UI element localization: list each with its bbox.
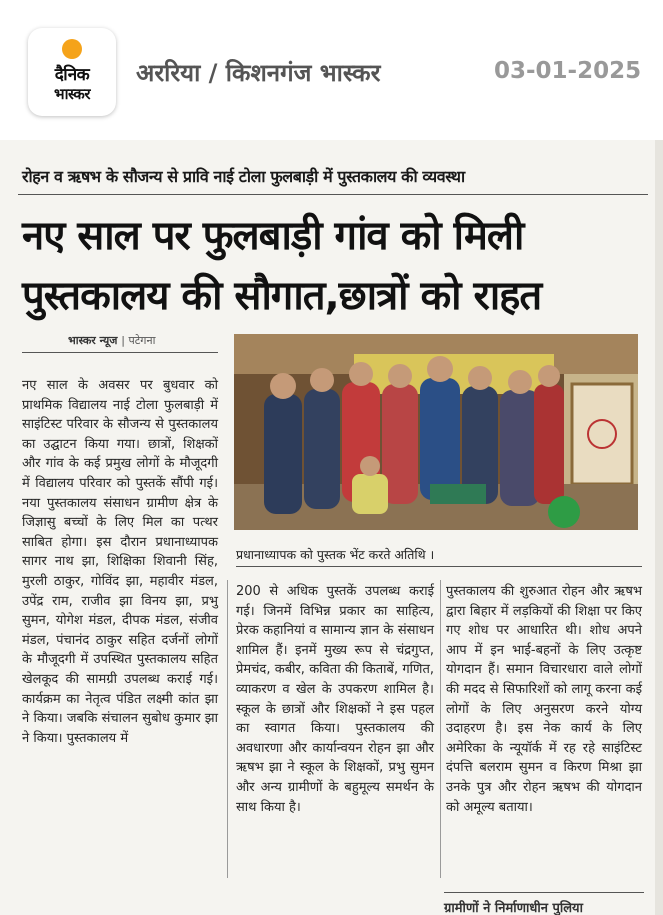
edition-date: 03-01-2025 bbox=[494, 58, 642, 84]
sun-icon bbox=[62, 39, 82, 59]
article-kicker: रोहन व ऋषभ के सौजन्य से प्रावि नाई टोला फुलबाड़ी में पुस्तकालय की व्यवस्था bbox=[22, 167, 465, 186]
headline-line1: नए साल पर फुलबाड़ी गांव को मिली bbox=[22, 213, 524, 259]
dainik-bhaskar-logo[interactable] bbox=[28, 28, 116, 116]
paragraph: नए साल के अवसर पर बुधवार को प्राथमिक विद्यालय नाई टोला फुलबाड़ी में साइंटिस्ट परिवार के सौजन्य से पुस्तकालय का उद्घाटन किया गया। छात्रों, शिक्षकों और गांव के कई प्रमुख लोगों के मौजूदगी में विद्यालय परिवार को पुस्तकें सौंपी गई। नया पुस्तकालय संसाधन ग्रामीण क्षेत्र के जिज्ञासु बच्चों के लिए मिल का पत्थर साबित होगा। इस दौरान प्रधानाध्यापक सागर नाथ झा, शिक्षिका शिवानी सिंह, मुरली ठाकुर, गोविंद झा, महावीर मंडल, उपेंद्र राम, राजीव झा विनय झा, प्रभु सुमन, योगेश मंडल, दीपक मंडल, संजीव मंडल, पंचानंद ठाकुर सहित दर्जनों लोगों के मौजूदगी में उपस्थित पुस्तकालय सहित खेलकूद की सामग्री उपलब्ध कराई गई। कार्यक्रम का नेतृत्व पंडित लक्ष्मी कांत झा ने किया। जबकि संचालन सुबोध कुमार झा ने किया। पुस्तकालय में bbox=[22, 378, 218, 746]
news-clipping bbox=[0, 140, 663, 915]
article-column-1 bbox=[22, 376, 218, 748]
byline-source: भास्कर न्यूज bbox=[68, 334, 118, 347]
article-photo bbox=[234, 334, 638, 530]
edition-title: अररिया / किशनगंज भास्कर bbox=[136, 59, 381, 87]
divider bbox=[18, 194, 648, 195]
logo-text-line1: दैनिक bbox=[54, 65, 90, 85]
photo-caption: प्रधानाध्यापक को पुस्तक भेंट करते अतिथि । bbox=[236, 547, 435, 562]
column-divider bbox=[227, 580, 228, 878]
paragraph: पुस्तकालय की शुरुआत रोहन और ऋषभ द्वारा बिहार में लड़कियों की शिक्षा पर किए गए शोध पर आधारित थी। शोध अपने आप में इन भाई-बहनों के लिए उत्कृष्ट योगदान हैं। समान विचारधारा वाले लोगों की मदद से सिफारिशों को लागू करना कई लोगों के लिए अनुसरण करने योग्य उदाहरण है। इस नेक कार्य के लिए अमेरिका के न्यूयॉर्क में रह रहे साइंटिस्ट दंपत्ति बलराम सुमन व किरण मिश्रा झा उनके पुत्र और रोहन ऋषभ की योगदान को अमूल्य बताया। bbox=[446, 584, 642, 815]
article-column-2 bbox=[236, 582, 434, 817]
headline-line2: पुस्तकालय की सौगात,छात्रों को राहत bbox=[22, 273, 542, 319]
group-photo-image bbox=[234, 334, 638, 530]
article-column-3 bbox=[446, 582, 642, 817]
next-article-teaser: ग्रामीणों ने निर्माणाधीन पुलिया bbox=[444, 901, 583, 915]
column-divider bbox=[440, 580, 441, 878]
logo-text-line2: भास्कर bbox=[54, 85, 90, 103]
byline-city: | पटेगना bbox=[121, 334, 156, 347]
page-edge bbox=[655, 140, 663, 915]
byline bbox=[68, 333, 155, 348]
divider bbox=[444, 892, 644, 893]
paragraph: 200 से अधिक पुस्तकें उपलब्ध कराई गई। जिनमें विभिन्न प्रकार का साहित्य, प्रेरक कहानियां व सामान्य ज्ञान के संसाधन शामिल हैं। इनमें मुख्य रूप से चंद्रगुप्त, प्रेमचंद, कबीर, कविता की किताबें, गणित, व्याकरण व खेल के उपकरण शामिल है। स्कूल के छात्रों और शिक्षकों ने इस पहल का स्वागत किया। पुस्तकालय की अवधारणा और कार्यान्वयन रोहन झा और ऋषभ झा ने स्कूल के शिक्षकों, प्रभु सुमन और अन्य ग्रामीणों के बहुमूल्य समर्थन के साथ किया है। bbox=[236, 584, 434, 815]
app-header bbox=[0, 0, 663, 140]
divider bbox=[22, 352, 218, 353]
divider bbox=[236, 566, 642, 567]
